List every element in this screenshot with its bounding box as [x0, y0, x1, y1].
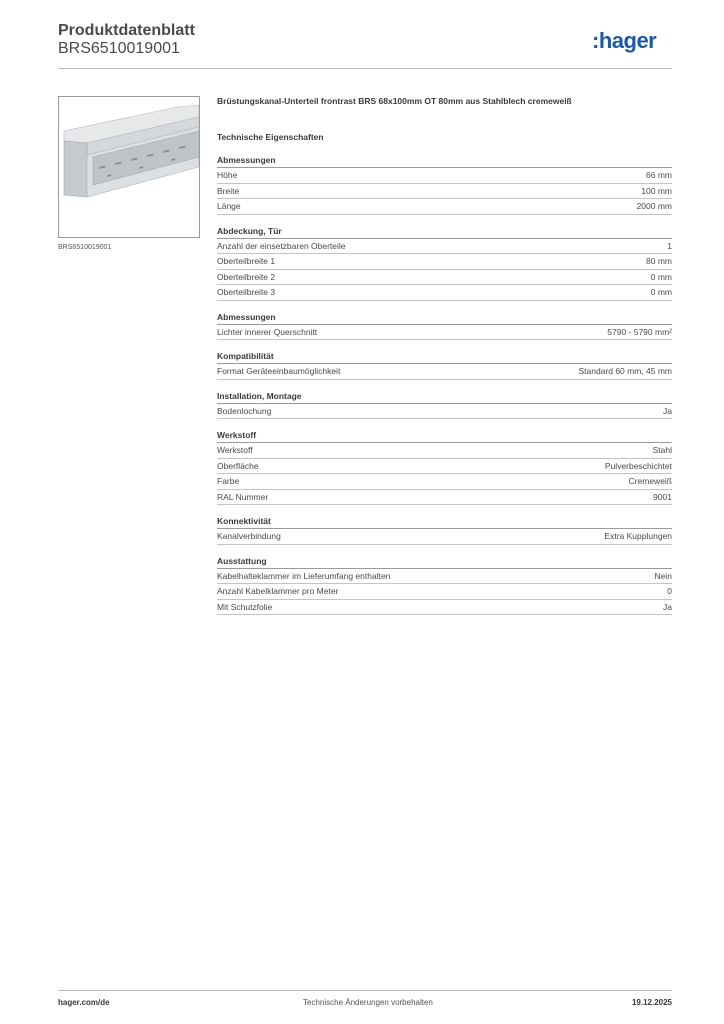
property-value: 0	[667, 586, 672, 596]
property-value: Pulverbeschichtet	[604, 460, 672, 471]
property-value: Standard 60 mm, 45 mm	[578, 366, 672, 376]
property-label: Höhe	[217, 170, 238, 180]
property-value: 80 mm	[646, 256, 672, 266]
property-value: 0 mm	[650, 287, 672, 297]
property-value: 100 mm	[641, 185, 672, 196]
property-row	[217, 285, 672, 301]
property-row	[217, 254, 672, 270]
property-label: Oberteilbreite 1	[217, 256, 276, 266]
property-label: Anzahl der einsetzbaren Oberteile	[217, 240, 346, 251]
property-section	[217, 390, 672, 420]
section-title: Abmessungen	[217, 311, 672, 325]
property-row	[217, 239, 672, 255]
property-section	[217, 429, 672, 505]
property-label: Oberteilbreite 2	[217, 271, 276, 282]
property-label: Länge	[217, 201, 241, 211]
section-title: Ausstattung	[217, 555, 672, 569]
property-value: Cremeweiß	[628, 476, 672, 486]
tech-properties-heading: Technische Eigenschaften	[217, 132, 324, 142]
property-section	[217, 515, 672, 545]
property-section	[217, 311, 672, 341]
property-row	[217, 600, 672, 616]
property-row	[217, 199, 672, 215]
property-row	[217, 404, 672, 420]
footer-date: 19.12.2025	[631, 998, 672, 1007]
property-row	[217, 184, 672, 200]
property-value: 0 mm	[650, 271, 672, 282]
hager-logo	[592, 28, 656, 54]
product-title: Brüstungskanal-Unterteil frontrast BRS 68x100mm OT 80mm aus Stahlblech cremeweiß	[217, 96, 572, 106]
property-label: Mit Schutzfolie	[217, 601, 273, 612]
property-section	[217, 555, 672, 616]
property-value: 2000 mm	[636, 201, 672, 211]
property-label: Format Geräteeinbaumöglichkeit	[217, 366, 341, 376]
property-row	[217, 364, 672, 380]
property-value: Ja	[663, 405, 672, 416]
property-label: Bodenlochung	[217, 405, 272, 416]
logo-colon: :	[592, 28, 599, 53]
property-value: Ja	[663, 601, 672, 612]
header-divider	[58, 68, 672, 69]
cable-duct-illustration	[59, 97, 199, 237]
article-number: BRS6510019001	[58, 40, 180, 57]
property-value: 9001	[653, 491, 672, 502]
section-title: Abdeckung, Tür	[217, 225, 672, 239]
property-value: Extra Kupplungen	[604, 531, 672, 541]
property-label: Farbe	[217, 476, 240, 486]
property-section	[217, 350, 672, 380]
property-section	[217, 154, 672, 215]
property-row	[217, 168, 672, 184]
section-title: Installation, Montage	[217, 390, 672, 404]
image-caption: BRS6510019001	[58, 244, 112, 251]
footer-divider	[58, 990, 672, 991]
property-label: Lichter innerer Querschnitt	[217, 326, 318, 337]
section-title: Abmessungen	[217, 154, 672, 168]
property-label: RAL Nummer	[217, 491, 269, 502]
property-row	[217, 270, 672, 286]
logo-text: hager	[598, 28, 657, 53]
property-value: Nein	[654, 570, 672, 581]
property-row	[217, 584, 672, 600]
product-image	[58, 96, 200, 238]
property-row	[217, 459, 672, 475]
section-title: Werkstoff	[217, 429, 672, 443]
property-label: Oberteilbreite 3	[217, 287, 276, 297]
property-label: Werkstoff	[217, 445, 253, 455]
property-row	[217, 443, 672, 459]
property-label: Kanalverbindung	[217, 531, 281, 541]
main-content	[217, 94, 672, 615]
section-title: Konnektivität	[217, 515, 672, 529]
property-value: 1	[667, 240, 672, 251]
property-value: Stahl	[652, 445, 672, 455]
footer-website: hager.com/de	[58, 998, 110, 1007]
section-title: Kompatibilität	[217, 350, 672, 364]
properties-sections	[217, 154, 672, 615]
property-row	[217, 569, 672, 585]
property-label: Kabelhalteklammer im Lieferumfang enthalten	[217, 570, 391, 581]
property-label: Anzahl Kabelklammer pro Meter	[217, 586, 339, 596]
property-label: Breite	[217, 185, 240, 196]
property-row	[217, 529, 672, 545]
property-row	[217, 490, 672, 506]
document-title: Produktdatenblatt	[58, 22, 195, 39]
property-row	[217, 325, 672, 341]
property-value: 5790 - 5790 mm²	[607, 326, 672, 337]
property-value: 66 mm	[646, 170, 672, 180]
property-section	[217, 225, 672, 301]
property-label: Oberfläche	[217, 460, 259, 471]
property-row	[217, 474, 672, 490]
footer-notice: Technische Änderungen vorbehalten	[303, 998, 433, 1007]
